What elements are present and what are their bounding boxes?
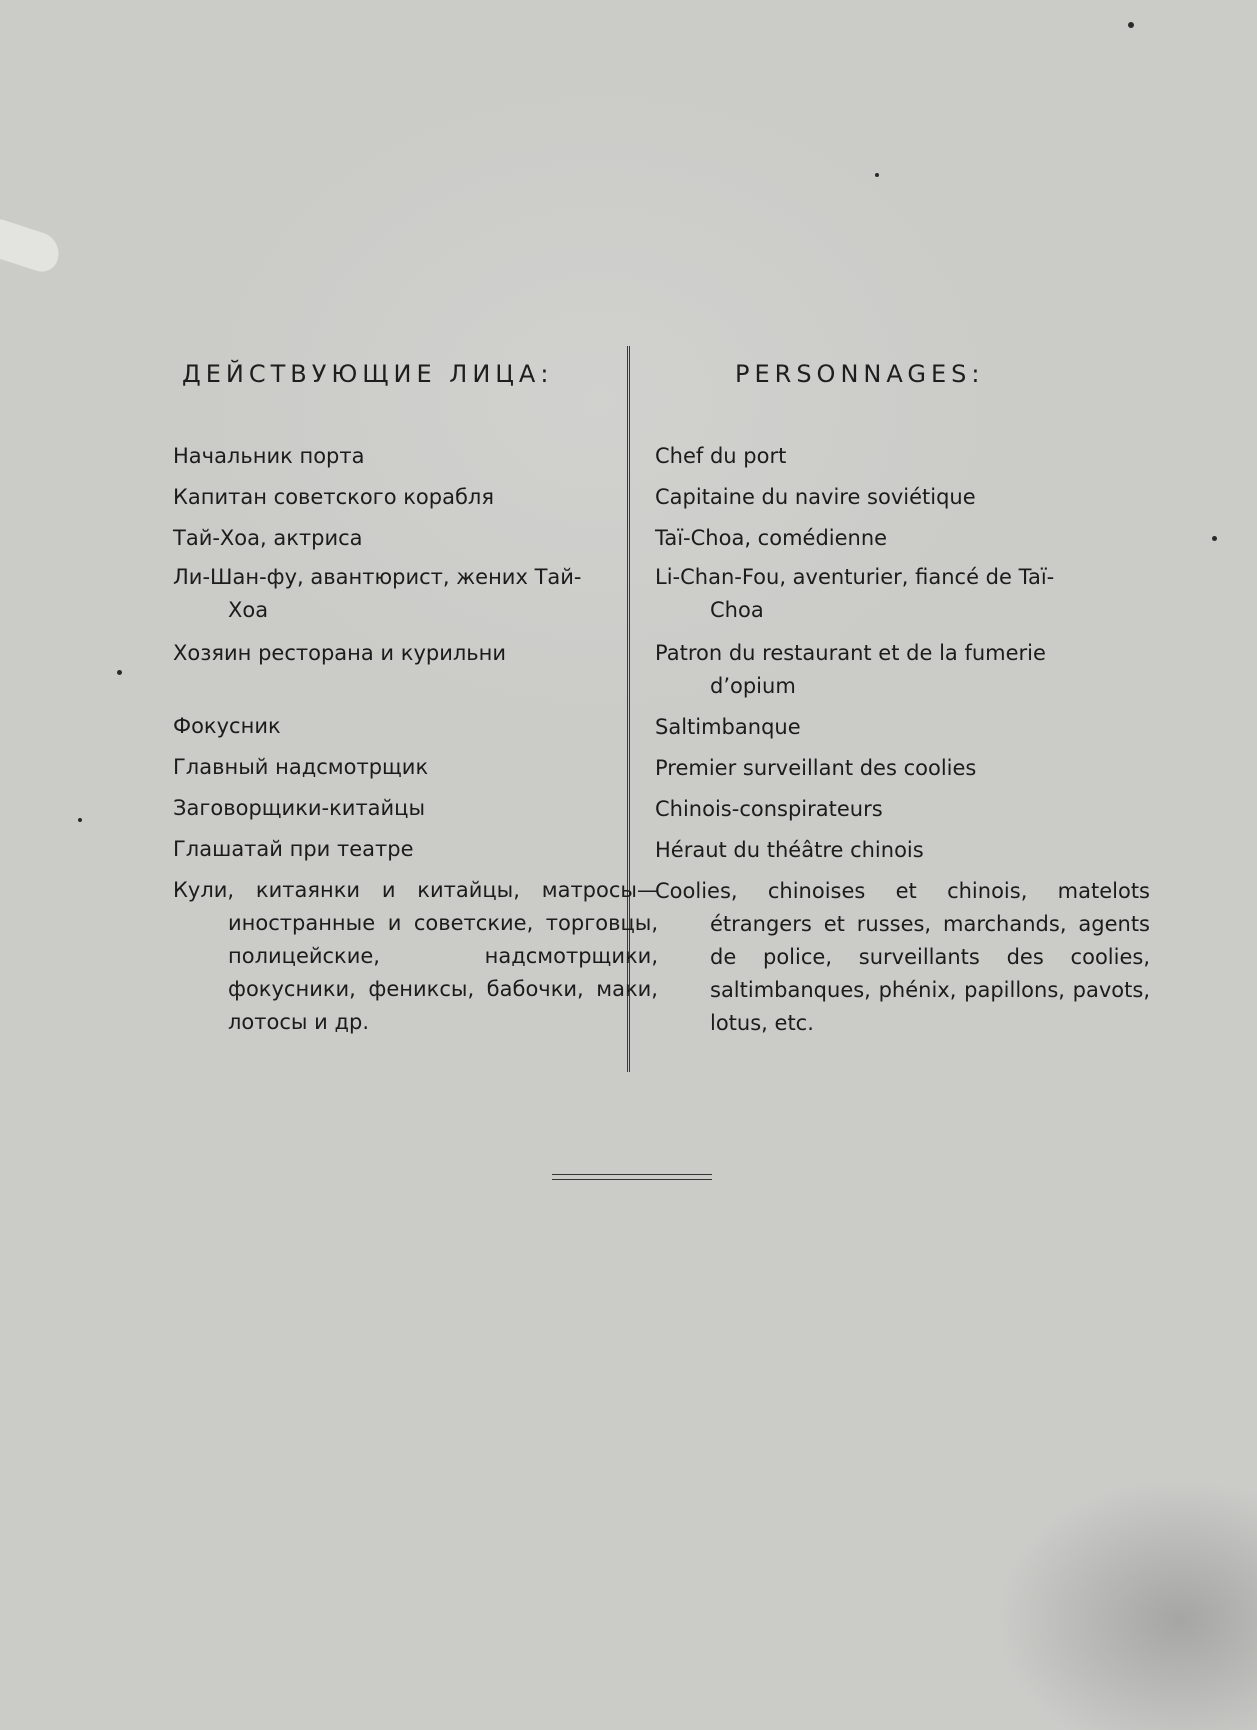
list-item: Chef du port: [655, 444, 787, 468]
list-item: Фокусник: [173, 714, 281, 738]
ink-speck: [117, 670, 122, 675]
list-item: Li-Chan-Fou, aventurier, fiancé de Taï-Choa: [655, 565, 1055, 622]
list-item: Saltimbanque: [655, 715, 801, 739]
list-item: Хозяин ресторана и курильни: [173, 641, 507, 665]
section-end-rule: [552, 1174, 712, 1180]
list-item: Главный надсмотрщик: [173, 755, 429, 779]
ink-speck: [78, 818, 82, 822]
list-item: Taï-Choa, comédienne: [655, 526, 888, 550]
list-item: Premier surveillant des coolies: [655, 756, 977, 780]
list-item: Начальник порта: [173, 444, 365, 468]
list-item: Кули, китаянки и китайцы, матросы— иностранные и советские, торговцы, полицейские, надсмотрщики, фокусники, фениксы, бабочки, маки, лотосы и др.: [173, 878, 658, 1034]
list-item: Héraut du théâtre chinois: [655, 838, 924, 862]
list-item: Patron du restaurant et de la fumerie d’opium: [655, 641, 1046, 698]
list-item: Ли-Шан-фу, авантюрист, жених Тай-Хоа: [173, 565, 582, 622]
list-item: Coolies, chinoises et chinois, matelots étrangers et russes, marchands, agents de police, surveillants des coolies, saltimbanques, phénix, papillons, pavots, lotus, etc.: [655, 879, 1150, 1035]
list-item: Тай-Хоа, актриса: [173, 526, 363, 550]
character-list-russian: [173, 440, 658, 1039]
list-item: Заговорщики-китайцы: [173, 796, 426, 820]
heading-russian: ДЕЙСТВУЮЩИЕ ЛИЦА:: [182, 360, 554, 388]
character-list-french: [655, 440, 1150, 1040]
ink-speck: [1128, 22, 1134, 28]
list-item: Capitaine du navire soviétique: [655, 485, 976, 509]
heading-french: PERSONNAGES:: [735, 360, 985, 388]
ink-speck: [1212, 536, 1217, 541]
list-item: Глашатай при театре: [173, 837, 414, 861]
list-item: Капитан советского корабля: [173, 485, 494, 509]
ink-speck: [875, 173, 879, 177]
list-item: Chinois-conspirateurs: [655, 797, 883, 821]
paper-tear-mark: [0, 218, 64, 276]
